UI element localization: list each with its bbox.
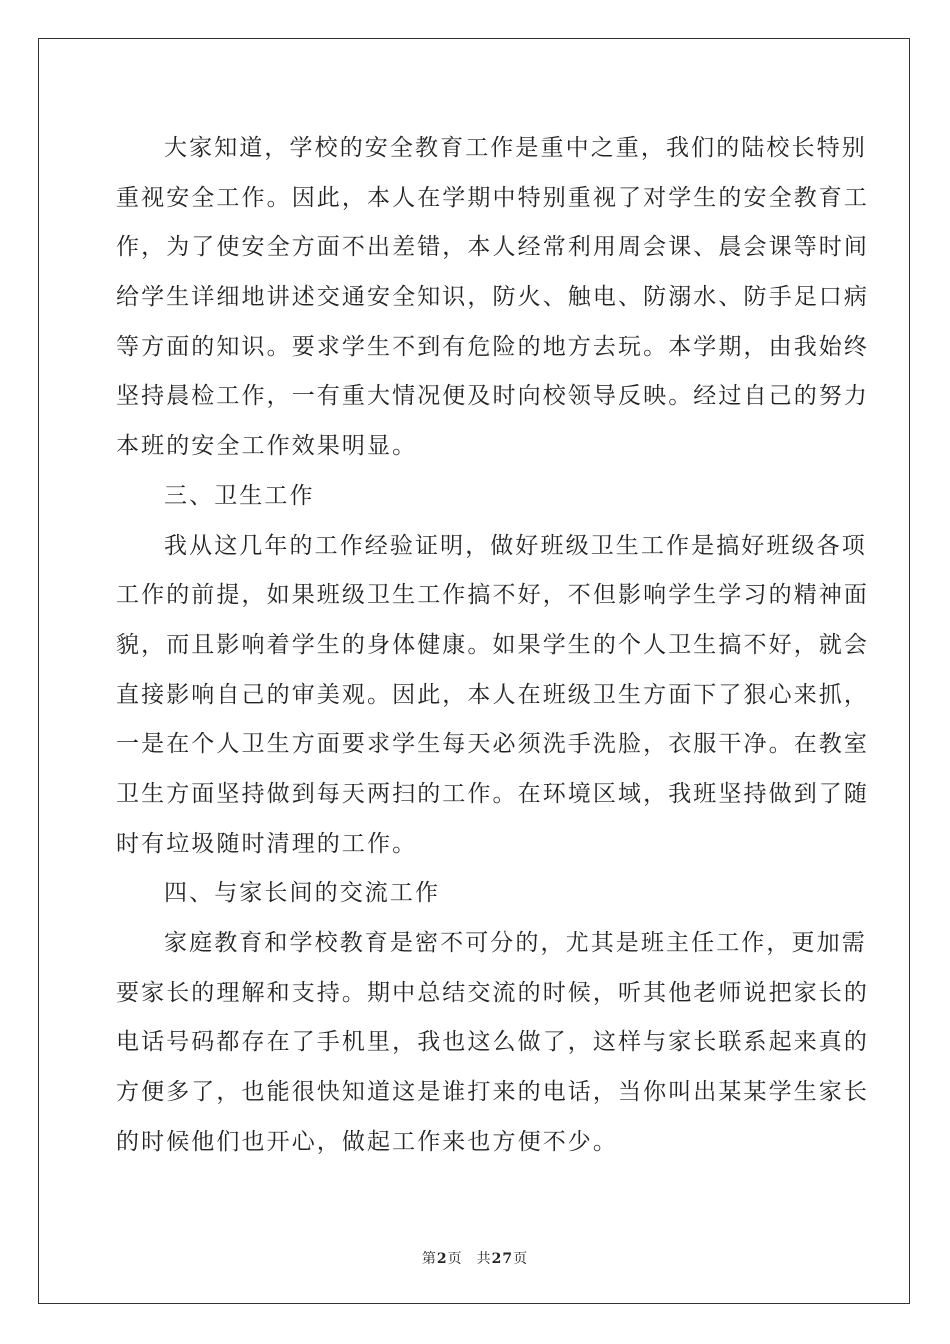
total-suffix: 页: [513, 1251, 529, 1267]
paragraph-line: 家庭教育和学校教育是密不可分的，尤其是班主任工作，更加需: [164, 930, 867, 956]
paragraph-line: 作，为了使安全方面不出差错，本人经常利用周会课、晨会课等时间: [116, 234, 869, 261]
paragraph-line: 电话号码都存在了手机里，我也这么做了，这样与家长联系起来真的: [116, 1029, 869, 1056]
section-heading: 四、与家长间的交流工作: [164, 880, 441, 907]
document-body: [116, 124, 869, 1167]
section-heading: 三、卫生工作: [164, 482, 315, 509]
paragraph-line: 直接影响自己的审美观。因此，本人在班级卫生方面下了狠心来抓，: [116, 681, 869, 708]
page-prefix: 第: [421, 1251, 437, 1267]
paragraph-line: 给学生详细地讲述交通安全知识，防火、触电、防溺水、防手足口病: [116, 284, 869, 311]
total-prefix: 共: [476, 1251, 492, 1267]
paragraph-line: 本班的安全工作效果明显。: [116, 433, 418, 460]
paragraph-line: 重视安全工作。因此，本人在学期中特别重视了对学生的安全教育工: [116, 184, 869, 211]
paragraph-line: 一是在个人卫生方面要求学生每天必须洗手洗脸，衣服干净。在教室: [116, 731, 869, 758]
paragraph-line: 要家长的理解和支持。期中总结交流的时候，听其他老师说把家长的: [116, 979, 869, 1006]
paragraph-line: 等方面的知识。要求学生不到有危险的地方去玩。本学期，由我始终: [116, 333, 869, 360]
paragraph-line: 大家知道，学校的安全教育工作是重中之重，我们的陆校长特别: [164, 135, 867, 161]
total-pages: 27: [491, 1251, 514, 1267]
paragraph-line: 我从这几年的工作经验证明，做好班级卫生工作是搞好班级各项: [164, 532, 867, 559]
paragraph-line: 坚持晨检工作，一有重大情况便及时向校领导反映。经过自己的努力: [116, 383, 869, 410]
paragraph-line: 工作的前提，如果班级卫生工作搞不好，不但影响学生学习的精神面: [116, 582, 869, 609]
paragraph-line: 时有垃圾随时清理的工作。: [116, 830, 418, 857]
paragraph-line: 方便多了，也能很快知道这是谁打来的电话，当你叫出某某学生家长: [116, 1079, 869, 1106]
paragraph-line: 卫生方面坚持做到每天两扫的工作。在环境区域，我班坚持做到了随: [116, 780, 869, 807]
page-number: 2: [436, 1251, 448, 1267]
page-suffix: 页: [447, 1251, 463, 1267]
page-footer: [0, 1248, 950, 1268]
paragraph-line: 貌，而且影响着学生的身体健康。如果学生的个人卫生搞不好，就会: [116, 631, 869, 658]
paragraph-line: 的时候他们也开心，做起工作来也方便不少。: [116, 1128, 618, 1155]
